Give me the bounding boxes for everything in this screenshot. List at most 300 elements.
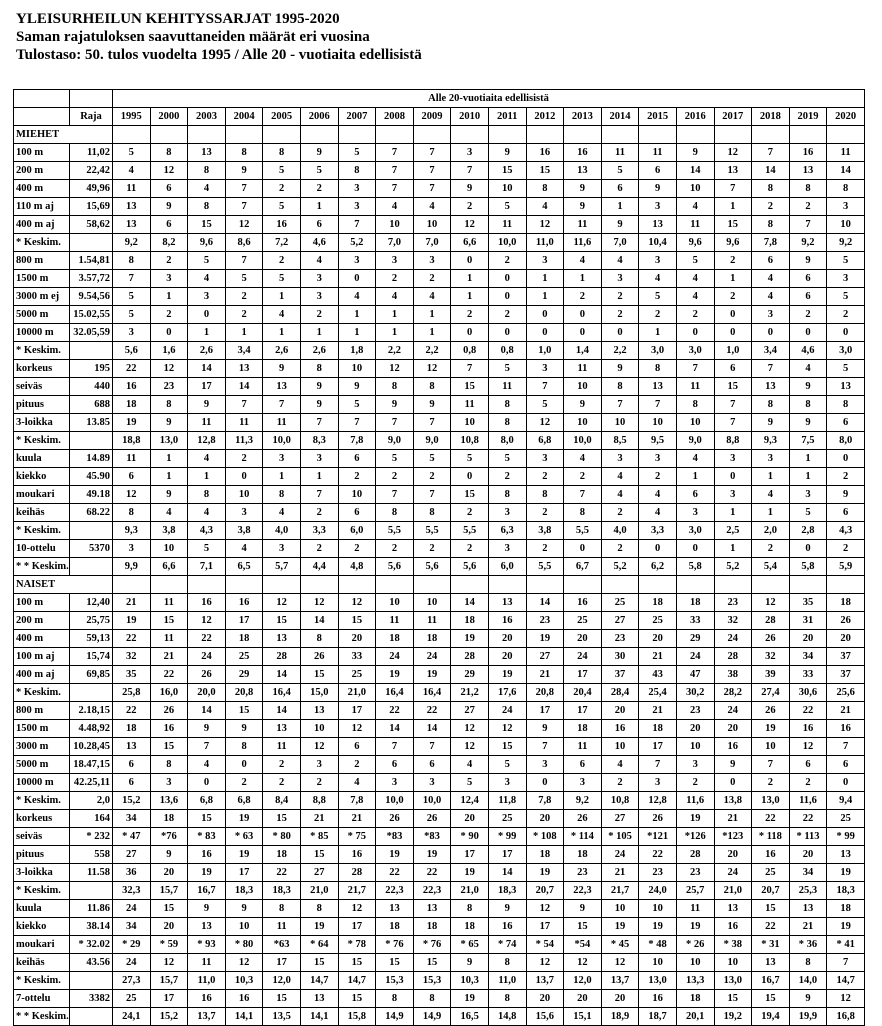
year-header: 2017	[714, 108, 752, 126]
count-cell: 18,3	[827, 882, 865, 900]
count-cell: 8	[263, 486, 301, 504]
count-cell: 8,6	[225, 234, 263, 252]
count-cell: 9,9	[113, 558, 151, 576]
count-cell: 9	[714, 756, 752, 774]
count-cell: 10	[564, 378, 602, 396]
count-cell: 7,0	[413, 234, 451, 252]
count-cell: 35	[113, 666, 151, 684]
count-cell: 17	[451, 846, 489, 864]
count-cell: 13	[827, 846, 865, 864]
empty-cell	[338, 576, 376, 594]
count-cell: 11	[263, 918, 301, 936]
count-cell: 2,8	[789, 522, 827, 540]
count-cell: 29	[225, 666, 263, 684]
count-cell: 11	[225, 414, 263, 432]
limit-value: 164	[70, 810, 113, 828]
count-cell: 20	[676, 720, 714, 738]
table-row	[14, 972, 865, 990]
count-cell: 6	[413, 756, 451, 774]
count-cell: 0	[676, 324, 714, 342]
count-cell: 7	[376, 486, 414, 504]
count-cell: 7	[338, 216, 376, 234]
count-cell: 0	[714, 468, 752, 486]
count-cell: 19,9	[789, 1008, 827, 1026]
section-title: NAISET	[14, 576, 113, 594]
count-cell: 19	[300, 918, 338, 936]
count-cell: 28	[714, 648, 752, 666]
count-cell: 1	[338, 306, 376, 324]
count-cell: 11	[413, 612, 451, 630]
count-cell: 4	[188, 180, 226, 198]
limit-value: 1.54,81	[70, 252, 113, 270]
event-label: seiväs	[14, 828, 70, 846]
count-cell: 1,8	[338, 342, 376, 360]
count-cell: 0	[676, 540, 714, 558]
count-cell: 5	[113, 288, 151, 306]
count-cell: 21,2	[451, 684, 489, 702]
count-cell: 8	[413, 990, 451, 1008]
count-cell: *123	[714, 828, 752, 846]
count-cell: 8	[789, 180, 827, 198]
table-row	[14, 630, 865, 648]
count-cell: 4	[188, 504, 226, 522]
count-cell: 0	[714, 774, 752, 792]
count-cell: 3	[639, 774, 677, 792]
event-label: 400 m	[14, 180, 70, 198]
count-cell: 20,8	[225, 684, 263, 702]
count-cell: 4	[601, 486, 639, 504]
count-cell: 24	[188, 648, 226, 666]
count-cell: 19,2	[714, 1008, 752, 1026]
count-cell: 6,7	[564, 558, 602, 576]
section-title: MIEHET	[14, 126, 113, 144]
count-cell: 4	[376, 198, 414, 216]
year-header: 1995	[113, 108, 151, 126]
count-cell: *76	[150, 828, 188, 846]
count-cell: *121	[639, 828, 677, 846]
count-cell: 14,7	[827, 972, 865, 990]
count-cell: 32,3	[113, 882, 151, 900]
count-cell: 24,1	[113, 1008, 151, 1026]
count-cell: 15	[263, 810, 301, 828]
count-cell: 21	[338, 810, 376, 828]
count-cell: 2	[827, 540, 865, 558]
count-cell: 12	[526, 954, 564, 972]
count-cell: 1	[338, 324, 376, 342]
count-cell: 0	[564, 540, 602, 558]
count-cell: 19	[526, 630, 564, 648]
count-cell: 18,3	[488, 882, 526, 900]
count-cell: 1	[300, 198, 338, 216]
count-cell: 21	[113, 594, 151, 612]
count-cell: 19	[188, 864, 226, 882]
count-cell: 13	[752, 954, 790, 972]
limit-value: 4.48,92	[70, 720, 113, 738]
limit-value: * 232	[70, 828, 113, 846]
event-label: kiekko	[14, 468, 70, 486]
count-cell: 14	[676, 162, 714, 180]
event-label: moukari	[14, 936, 70, 954]
count-cell: 6	[150, 216, 188, 234]
count-cell: 2,2	[413, 342, 451, 360]
count-cell: 7	[263, 396, 301, 414]
limit-value: 49.18	[70, 486, 113, 504]
count-cell: 3	[827, 270, 865, 288]
table-row	[14, 414, 865, 432]
count-cell: * 26	[676, 936, 714, 954]
count-cell: 11	[601, 144, 639, 162]
count-cell: 21,0	[300, 882, 338, 900]
count-cell: 11,0	[188, 972, 226, 990]
count-cell: 3	[451, 144, 489, 162]
count-cell: 15	[526, 162, 564, 180]
count-cell: 15	[714, 378, 752, 396]
count-cell: 22	[413, 702, 451, 720]
count-cell: 13,0	[150, 432, 188, 450]
count-cell: 15,3	[413, 972, 451, 990]
event-label: seiväs	[14, 378, 70, 396]
count-cell: 5	[488, 756, 526, 774]
count-cell: * 80	[263, 828, 301, 846]
count-cell: 6	[150, 180, 188, 198]
count-cell: 8	[413, 504, 451, 522]
count-cell: 12,8	[639, 792, 677, 810]
count-cell: 1	[601, 198, 639, 216]
count-cell: 12	[225, 954, 263, 972]
event-label: kuula	[14, 450, 70, 468]
count-cell: 19	[113, 414, 151, 432]
count-cell: 6	[789, 270, 827, 288]
count-cell: 15	[714, 990, 752, 1008]
count-cell: 20	[488, 630, 526, 648]
limit-header: Raja	[70, 108, 113, 126]
count-cell: 3	[413, 774, 451, 792]
count-cell: 16	[639, 990, 677, 1008]
count-cell: 4	[225, 540, 263, 558]
count-cell: 0	[639, 540, 677, 558]
event-label: * Keskim.	[14, 342, 70, 360]
count-cell: 8	[188, 162, 226, 180]
count-cell: 20,4	[564, 684, 602, 702]
count-cell: 7	[376, 414, 414, 432]
count-cell: 26	[413, 810, 451, 828]
count-cell: 10,0	[564, 432, 602, 450]
count-cell: 2	[564, 468, 602, 486]
empty-cell	[526, 576, 564, 594]
count-cell: 4	[150, 504, 188, 522]
count-cell: * 59	[150, 936, 188, 954]
empty-cell	[451, 126, 489, 144]
count-cell: * 99	[827, 828, 865, 846]
count-cell: 21,7	[338, 882, 376, 900]
count-cell: * 29	[113, 936, 151, 954]
table-row	[14, 198, 865, 216]
count-cell: 4,6	[300, 234, 338, 252]
count-cell: 6	[601, 180, 639, 198]
count-cell: 4	[564, 450, 602, 468]
count-cell: 34	[789, 648, 827, 666]
count-cell: 21	[789, 918, 827, 936]
year-header: 2020	[827, 108, 865, 126]
count-cell: 11,8	[488, 792, 526, 810]
event-label: * * Keskim.	[14, 558, 70, 576]
count-cell: 9	[676, 144, 714, 162]
count-cell: 2	[488, 306, 526, 324]
count-cell: 18	[639, 720, 677, 738]
empty-cell	[113, 576, 151, 594]
count-cell: 19	[676, 810, 714, 828]
limit-value	[70, 522, 113, 540]
count-cell: 12,0	[263, 972, 301, 990]
count-cell: 2	[376, 270, 414, 288]
count-cell: 2	[451, 540, 489, 558]
count-cell: 5,2	[714, 558, 752, 576]
count-cell: 22,3	[376, 882, 414, 900]
count-cell: 1	[639, 324, 677, 342]
count-cell: 18,3	[263, 882, 301, 900]
count-cell: 2,6	[188, 342, 226, 360]
count-cell: 7,2	[263, 234, 301, 252]
count-cell: 28	[338, 864, 376, 882]
count-cell: 13	[639, 378, 677, 396]
count-cell: 5,6	[376, 558, 414, 576]
count-cell: 10	[714, 954, 752, 972]
count-cell: 38	[714, 666, 752, 684]
count-cell: 16	[338, 846, 376, 864]
count-cell: 10,0	[488, 234, 526, 252]
count-cell: 3,3	[639, 522, 677, 540]
count-cell: 3	[526, 756, 564, 774]
count-cell: 19	[601, 918, 639, 936]
empty-cell	[188, 576, 226, 594]
count-cell: 17	[564, 702, 602, 720]
count-cell: 5	[300, 162, 338, 180]
count-cell: 6,8	[526, 432, 564, 450]
count-cell: 5	[639, 288, 677, 306]
count-cell: 4	[564, 252, 602, 270]
count-cell: 4,3	[827, 522, 865, 540]
count-cell: 10	[488, 180, 526, 198]
count-cell: 6,3	[488, 522, 526, 540]
count-cell: 11	[376, 612, 414, 630]
count-cell: 2	[338, 468, 376, 486]
empty-cell	[150, 126, 188, 144]
count-cell: 7,8	[526, 792, 564, 810]
count-cell: 16	[752, 846, 790, 864]
count-cell: 15,1	[564, 1008, 602, 1026]
count-cell: 11	[488, 378, 526, 396]
count-cell: 9	[488, 144, 526, 162]
count-cell: 10	[564, 414, 602, 432]
count-cell: 3	[113, 540, 151, 558]
count-cell: 0	[488, 288, 526, 306]
count-cell: 2	[526, 504, 564, 522]
count-cell: 24	[413, 648, 451, 666]
count-cell: 24	[714, 702, 752, 720]
count-cell: 0	[564, 324, 602, 342]
count-cell: 37	[827, 648, 865, 666]
count-cell: 9	[451, 180, 489, 198]
table-row	[14, 270, 865, 288]
count-cell: 25	[113, 990, 151, 1008]
count-cell: 0	[564, 306, 602, 324]
count-cell: 2	[263, 774, 301, 792]
count-cell: 10	[752, 738, 790, 756]
count-cell: 13	[564, 162, 602, 180]
count-cell: 13	[789, 900, 827, 918]
event-label: 200 m	[14, 162, 70, 180]
count-cell: 7	[714, 414, 752, 432]
count-cell: 17	[338, 918, 376, 936]
count-cell: * 83	[188, 828, 226, 846]
count-cell: 21	[827, 702, 865, 720]
count-cell: 9	[150, 414, 188, 432]
count-cell: 12	[188, 612, 226, 630]
empty-cell	[376, 576, 414, 594]
count-cell: 21	[150, 648, 188, 666]
count-cell: 22	[789, 810, 827, 828]
year-header: 2004	[225, 108, 263, 126]
count-cell: 22	[752, 810, 790, 828]
count-cell: 0	[827, 774, 865, 792]
count-cell: 15,2	[150, 1008, 188, 1026]
limit-value: 15,69	[70, 198, 113, 216]
count-cell: 9	[188, 900, 226, 918]
count-cell: 9,6	[676, 234, 714, 252]
count-cell: 19	[376, 666, 414, 684]
count-cell: 7	[188, 738, 226, 756]
count-cell: 9	[150, 486, 188, 504]
empty-cell	[601, 126, 639, 144]
count-cell: 11	[676, 378, 714, 396]
table-row	[14, 612, 865, 630]
count-cell: 9	[225, 900, 263, 918]
count-cell: 22	[789, 702, 827, 720]
count-cell: 2	[827, 468, 865, 486]
event-label: kiekko	[14, 918, 70, 936]
results-table	[13, 89, 865, 1026]
event-label: 3-loikka	[14, 864, 70, 882]
empty-cell	[827, 126, 865, 144]
event-label: * Keskim.	[14, 234, 70, 252]
event-label: * Keskim.	[14, 522, 70, 540]
table-row	[14, 486, 865, 504]
count-cell: 8	[488, 414, 526, 432]
count-cell: 3	[376, 252, 414, 270]
count-cell: 3,8	[225, 522, 263, 540]
count-cell: 20,7	[752, 882, 790, 900]
count-cell: 25,4	[639, 684, 677, 702]
count-cell: 1	[714, 540, 752, 558]
event-label: * Keskim.	[14, 684, 70, 702]
count-cell: 18	[564, 846, 602, 864]
event-label: 100 m	[14, 594, 70, 612]
count-cell: 3	[714, 450, 752, 468]
count-cell: 11,3	[225, 432, 263, 450]
count-cell: 3	[639, 450, 677, 468]
empty-cell	[639, 126, 677, 144]
count-cell: 20,7	[526, 882, 564, 900]
count-cell: 9,6	[714, 234, 752, 252]
empty-cell	[714, 126, 752, 144]
count-cell: 3,8	[150, 522, 188, 540]
count-cell: 15	[564, 918, 602, 936]
count-cell: 8	[789, 396, 827, 414]
count-cell: 4,3	[188, 522, 226, 540]
empty-cell	[150, 576, 188, 594]
count-cell: 18	[526, 846, 564, 864]
empty-cell	[263, 126, 301, 144]
count-cell: 16	[714, 918, 752, 936]
count-cell: 12	[150, 360, 188, 378]
count-cell: 0	[714, 324, 752, 342]
count-cell: * 113	[789, 828, 827, 846]
count-cell: 18	[225, 630, 263, 648]
count-cell: 2	[639, 306, 677, 324]
count-cell: 20,1	[676, 1008, 714, 1026]
count-cell: 28	[752, 612, 790, 630]
event-label: 200 m	[14, 612, 70, 630]
table-row	[14, 936, 865, 954]
count-cell: 8	[752, 180, 790, 198]
count-cell: 11,6	[564, 234, 602, 252]
count-cell: 16,7	[752, 972, 790, 990]
count-cell: 12	[338, 900, 376, 918]
count-cell: 16,0	[150, 684, 188, 702]
count-cell: 18,9	[601, 1008, 639, 1026]
count-cell: 1	[752, 504, 790, 522]
count-cell: 4	[639, 504, 677, 522]
count-cell: 23	[150, 378, 188, 396]
count-cell: 5	[488, 198, 526, 216]
count-cell: 3	[488, 774, 526, 792]
count-cell: 2	[601, 540, 639, 558]
limit-value: 58,62	[70, 216, 113, 234]
count-cell: 2	[789, 198, 827, 216]
count-cell: 20	[564, 630, 602, 648]
count-cell: 25	[488, 810, 526, 828]
count-cell: * 90	[451, 828, 489, 846]
count-cell: 20,0	[188, 684, 226, 702]
count-cell: 2	[225, 450, 263, 468]
count-cell: 0	[601, 324, 639, 342]
count-cell: 15	[300, 954, 338, 972]
count-cell: 9	[827, 486, 865, 504]
count-cell: 2	[225, 774, 263, 792]
count-cell: 4	[188, 270, 226, 288]
count-cell: 3	[639, 198, 677, 216]
count-cell: 3	[526, 252, 564, 270]
count-cell: 16	[526, 144, 564, 162]
limit-value: 11.58	[70, 864, 113, 882]
count-cell: 1	[526, 270, 564, 288]
count-cell: 7	[827, 954, 865, 972]
count-cell: 6	[789, 756, 827, 774]
count-cell: 29	[451, 666, 489, 684]
count-cell: 12	[601, 954, 639, 972]
year-header: 2014	[601, 108, 639, 126]
count-cell: 12	[526, 900, 564, 918]
limit-value: 440	[70, 378, 113, 396]
count-cell: 1,0	[714, 342, 752, 360]
count-cell: 13	[714, 162, 752, 180]
count-cell: 13,6	[150, 792, 188, 810]
count-cell: 11	[564, 738, 602, 756]
empty-cell	[714, 576, 752, 594]
count-cell: 4,0	[601, 522, 639, 540]
table-row	[14, 288, 865, 306]
year-header: 2005	[263, 108, 301, 126]
